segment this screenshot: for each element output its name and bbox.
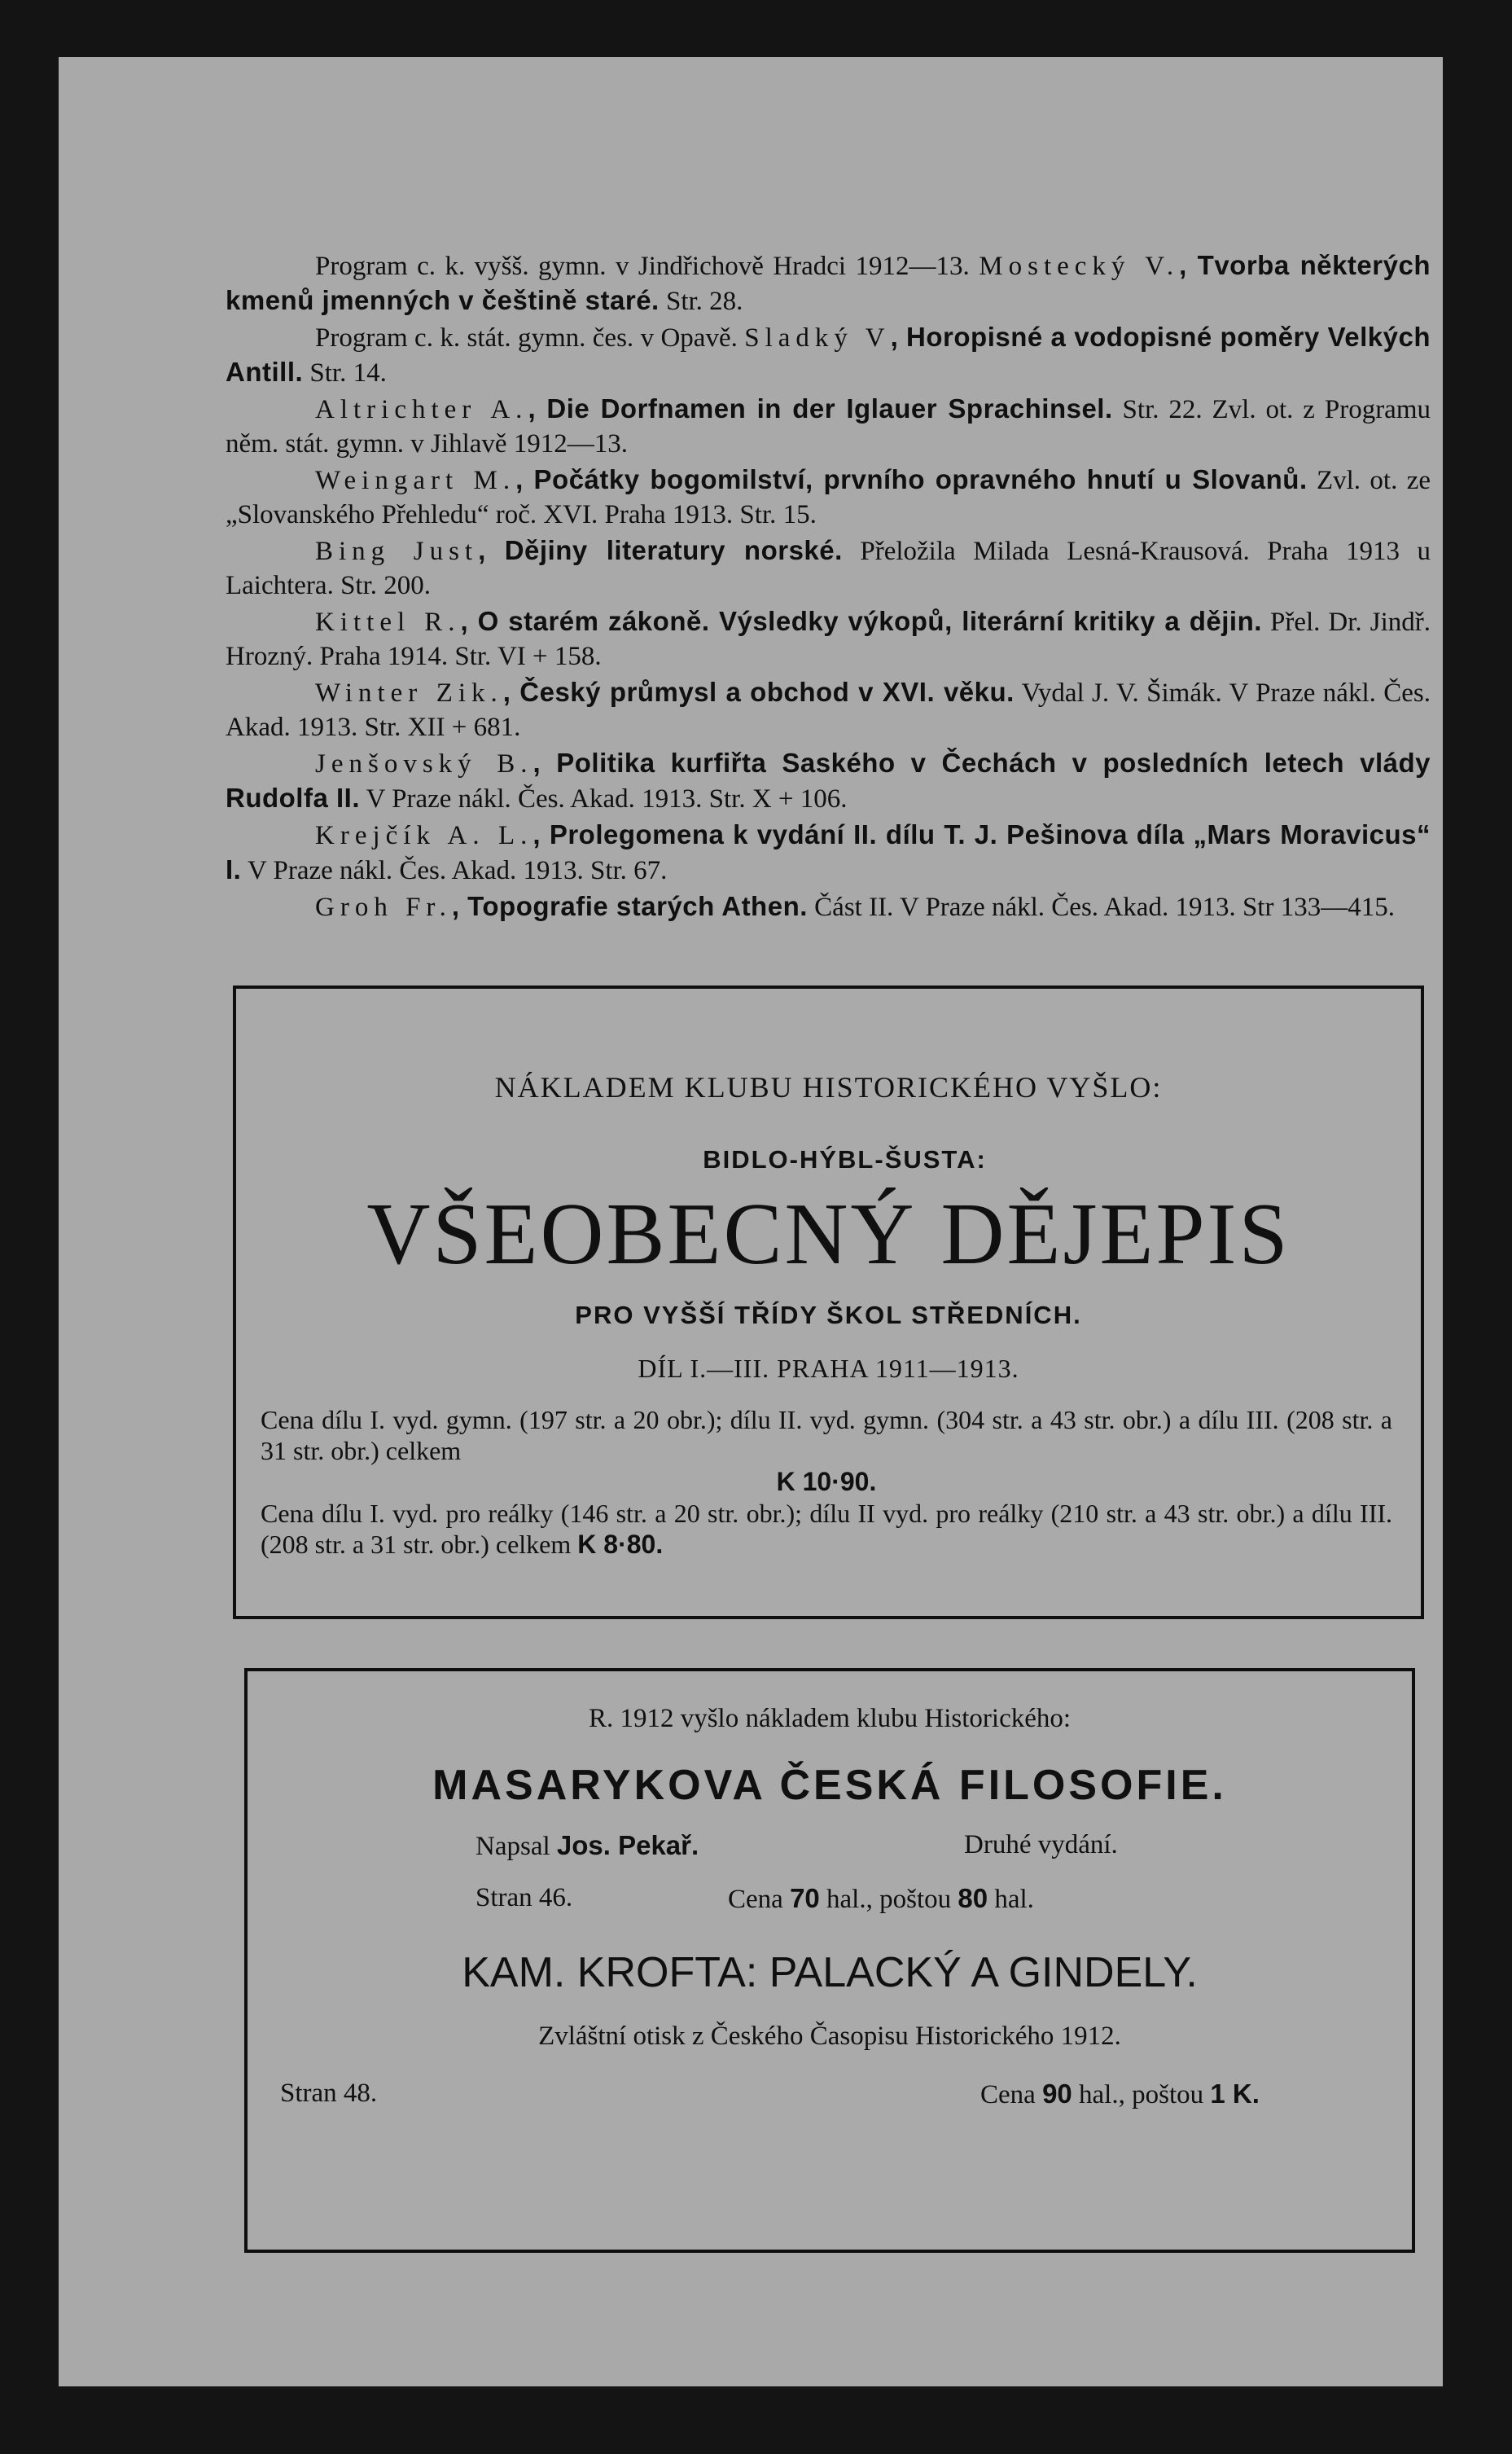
ad2-pages: Stran 46. bbox=[476, 1883, 573, 1912]
ad2-author-label: Napsal bbox=[476, 1832, 550, 1861]
entry-author: Sladký V bbox=[744, 323, 891, 353]
entry-author: Altrichter A. bbox=[315, 395, 528, 424]
advertisement-filosofie bbox=[244, 1668, 1415, 2253]
bibliography-list bbox=[226, 248, 1431, 926]
ad2-price2-value: 90 bbox=[1042, 2079, 1072, 2109]
entry-title: , Horopisné a vodopisné poměry Velkých Antill. bbox=[226, 322, 1431, 387]
ad2-price-value: 70 bbox=[790, 1883, 820, 1913]
entry-source: Program c. k. stát. gymn. čes. v Opavě. bbox=[315, 323, 745, 353]
entry-source: Program c. k. vyšš. gymn. v Jindřichově Hradci 1912—13. bbox=[315, 252, 980, 281]
entry-author: Krejčík A. L. bbox=[315, 821, 533, 850]
entry-details: V Praze nákl. Čes. Akad. 1913. Str. 67. bbox=[241, 856, 668, 885]
bibliography-entry bbox=[226, 533, 1431, 603]
entry-details: Část II. V Praze nákl. Čes. Akad. 1913. Str 133—415. bbox=[807, 893, 1395, 922]
ad2-price2-rest: hal., poštou bbox=[1079, 2080, 1204, 2109]
ad2-price2 bbox=[980, 2079, 1260, 2110]
entry-details: Zvl. ot. ze „Slovanského Přehledu“ roč. XVI. Praha 1913. Str. 15. bbox=[226, 466, 1431, 529]
ad-parts: DÍL I.—III. PRAHA 1911—1913. bbox=[638, 1354, 1019, 1383]
entry-title: , Tvorba některých kmenů jmenných v češtině staré. bbox=[226, 250, 1431, 315]
ad2-price-rest: hal., poštou bbox=[826, 1885, 952, 1914]
price-gymnasium-total: K 10·90. bbox=[776, 1467, 877, 1496]
price-realka-text: Cena dílu I. vyd. pro reálky (146 str. a 20 str. obr.); dílu II vyd. pro reálky (210 str. a 43 str. obr.) a dílu III. (208 str. a 31 str. obr.) celkem bbox=[261, 1499, 1392, 1559]
ad2-post-price: 80 bbox=[958, 1883, 988, 1913]
entry-details: Vydal J. V. Šimák. V Praze nákl. Čes. Akad. 1913. Str. XII + 681. bbox=[226, 678, 1431, 742]
entry-details: V Praze nákl. Čes. Akad. 1913. Str. X + 106. bbox=[360, 784, 848, 814]
ad2-note: Zvláštní otisk z Českého Časopisu Historického 1912. bbox=[538, 2022, 1121, 2051]
ad2-title: MASARYKOVA ČESKÁ FILOSOFIE. bbox=[432, 1762, 1227, 1809]
entry-title: , Prolegomena k vydání II. dílu T. J. Pešinova díla „Mars Moravicus“ I. bbox=[226, 819, 1431, 885]
entry-title: , Topografie starých Athen. bbox=[451, 891, 808, 921]
price-realka bbox=[261, 1498, 1392, 1560]
scanned-page bbox=[59, 57, 1443, 2386]
ad2-post-price2: 1 K. bbox=[1210, 2079, 1260, 2109]
ad2-price bbox=[728, 1883, 1034, 1915]
advertisement-vseobecny-dejepis bbox=[233, 986, 1424, 1619]
bibliography-entry bbox=[226, 604, 1431, 674]
entry-author: Groh Fr. bbox=[315, 893, 452, 922]
bibliography-entry bbox=[226, 248, 1431, 318]
price-realka-total: K 8·80. bbox=[577, 1530, 664, 1559]
entry-title: , Politika kurfiřta Saského v Čechách v posledních letech vlády Rudolfa II. bbox=[226, 748, 1431, 813]
price-gymnasium-text: Cena dílu I. vyd. gymn. (197 str. a 20 obr.); dílu II. vyd. gymn. (304 str. a 43 str. obr.) a dílu III. (208 str. a 31 str. obr.) celkem bbox=[261, 1405, 1392, 1465]
ad2-intro: R. 1912 vyšlo nákladem klubu Historického: bbox=[588, 1704, 1072, 1733]
entry-author: Weingart M. bbox=[315, 466, 516, 495]
entry-author: Jenšovský B. bbox=[315, 749, 533, 779]
bibliography-entry bbox=[226, 818, 1431, 888]
bibliography-entry bbox=[226, 746, 1431, 816]
entry-title: , Die Dorfnamen in der Iglauer Sprachinsel. bbox=[528, 393, 1113, 424]
ad2-pages2: Stran 48. bbox=[280, 2079, 378, 2108]
bibliography-entry bbox=[226, 392, 1431, 461]
ad-authors: BIDLO-HÝBL-ŠUSTA: bbox=[703, 1145, 987, 1174]
bibliography-entry bbox=[226, 320, 1431, 390]
ad-subtitle: PRO VYŠŠÍ TŘÍDY ŠKOL STŘEDNÍCH. bbox=[575, 1301, 1082, 1329]
ad2-author-name: Jos. Pekař. bbox=[556, 1830, 699, 1860]
bibliography-entry bbox=[226, 463, 1431, 532]
entry-author: Bing Just bbox=[315, 537, 479, 566]
ad-title: VŠEOBECNÝ DĚJEPIS bbox=[366, 1186, 1291, 1283]
ad2-price2-label: Cena bbox=[980, 2080, 1036, 2109]
entry-title: , Český průmysl a obchod v XVI. věku. bbox=[502, 677, 1015, 707]
entry-title: , Počátky bogomilství, prvního opravného hnutí u Slovanů. bbox=[515, 464, 1308, 494]
bibliography-entry bbox=[226, 675, 1431, 744]
bibliography-entry bbox=[226, 889, 1431, 924]
entry-author: Kittel R. bbox=[315, 608, 461, 637]
entry-details: Str. 14. bbox=[303, 358, 387, 388]
entry-author: Winter Zik. bbox=[315, 678, 503, 708]
entry-details: Přeložila Milada Lesná-Krausová. Praha 1913 u Laichtera. Str. 200. bbox=[226, 537, 1431, 600]
ad2-price-label: Cena bbox=[728, 1885, 783, 1914]
price-gymnasium bbox=[261, 1404, 1392, 1497]
entry-title: , O starém zákoně. Výsledky výkopů, literární kritiky a dějin. bbox=[460, 606, 1262, 636]
entry-details: Str. 28. bbox=[659, 287, 743, 316]
ad2-title2: KAM. KROFTA: PALACKÝ A GINDELY. bbox=[462, 1949, 1198, 1996]
ad-intro: NÁKLADEM KLUBU HISTORICKÉHO VYŠLO: bbox=[494, 1071, 1163, 1104]
entry-title: , Dějiny literatury norské. bbox=[478, 535, 843, 565]
ad2-edition: Druhé vydání. bbox=[964, 1830, 1118, 1859]
entry-author: Mostecký V. bbox=[979, 252, 1180, 281]
ad2-author bbox=[476, 1830, 699, 1862]
entry-details: Přel. Dr. Jindř. Hrozný. Praha 1914. Str. VI + 158. bbox=[226, 608, 1431, 671]
ad2-post-unit: hal. bbox=[994, 1885, 1034, 1914]
entry-details: Str. 22. Zvl. ot. z Programu něm. stát. gymn. v Jihlavě 1912—13. bbox=[226, 395, 1431, 459]
